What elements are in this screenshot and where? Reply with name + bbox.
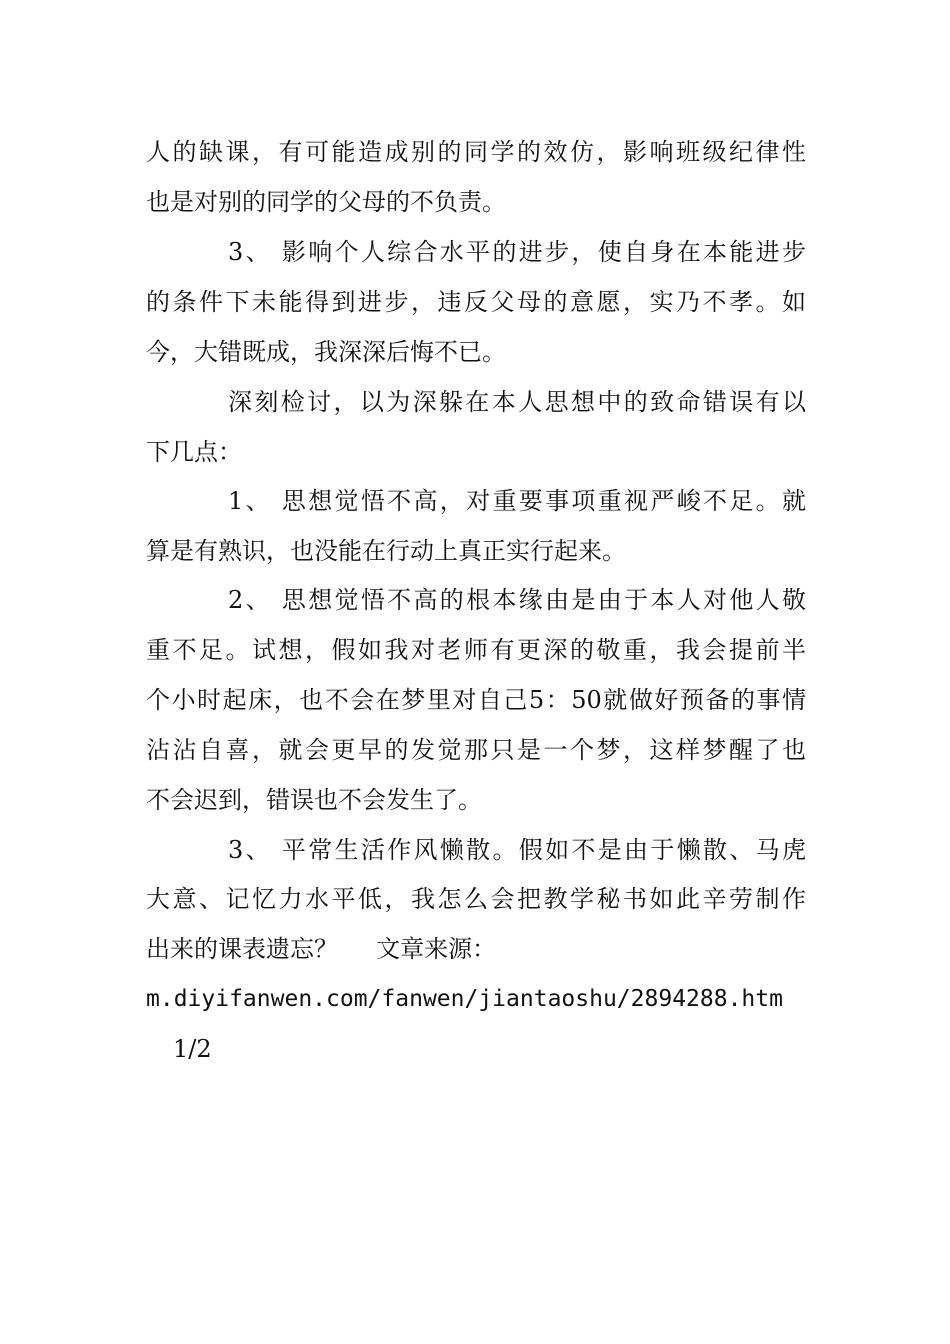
text-line: 算是有熟识，也没能在行动上真正实行起来。 bbox=[146, 537, 626, 565]
text-line: 沾沾自喜，就会更早的发觉那只是一个梦，这样梦醒了也 bbox=[146, 736, 806, 764]
text-line: 个小时起床，也不会在梦里对自己5：50就做好预备的事情 bbox=[146, 686, 806, 714]
text-line: 今，大错既成，我深深后悔不已。 bbox=[146, 338, 506, 366]
text-line: 大意、记忆力水平低，我怎么会把教学秘书如此辛劳制作 bbox=[146, 885, 806, 913]
text-line: 的条件下未能得到进步，违反父母的意愿，实乃不孝。如 bbox=[146, 288, 806, 316]
text-line: 深刻检讨，以为深躲在本人思想中的致命错误有以 bbox=[228, 388, 806, 416]
text-line: 重不足。试想，假如我对老师有更深的敬重，我会提前半 bbox=[146, 636, 806, 664]
text-line: 也是对别的同学的父母的不负责。 bbox=[146, 188, 506, 216]
source-url: m.diyifanwen.com/fanwen/jiantaoshu/2894288.htm bbox=[146, 986, 783, 1012]
text-line: 不会迟到，错误也不会发生了。 bbox=[146, 786, 482, 814]
text-line: 1、 思想觉悟不高，对重要事项重视严峻不足。就 bbox=[228, 487, 806, 515]
text-line: 人的缺课，有可能造成别的同学的效仿，影响班级纪律性 bbox=[146, 138, 806, 166]
text-line: 出来的课表遗忘？ 文章来源： bbox=[146, 935, 497, 963]
text-line: 下几点： bbox=[146, 438, 242, 466]
text-line: 3、 平常生活作风懒散。假如不是由于懒散、马虎 bbox=[228, 836, 806, 864]
text-line: 3、 影响个人综合水平的进步，使自身在本能进步 bbox=[228, 238, 806, 266]
text-line: 2、 思想觉悟不高的根本缘由是由于本人对他人敬 bbox=[228, 586, 806, 614]
page-number: 1/2 bbox=[173, 1035, 212, 1063]
